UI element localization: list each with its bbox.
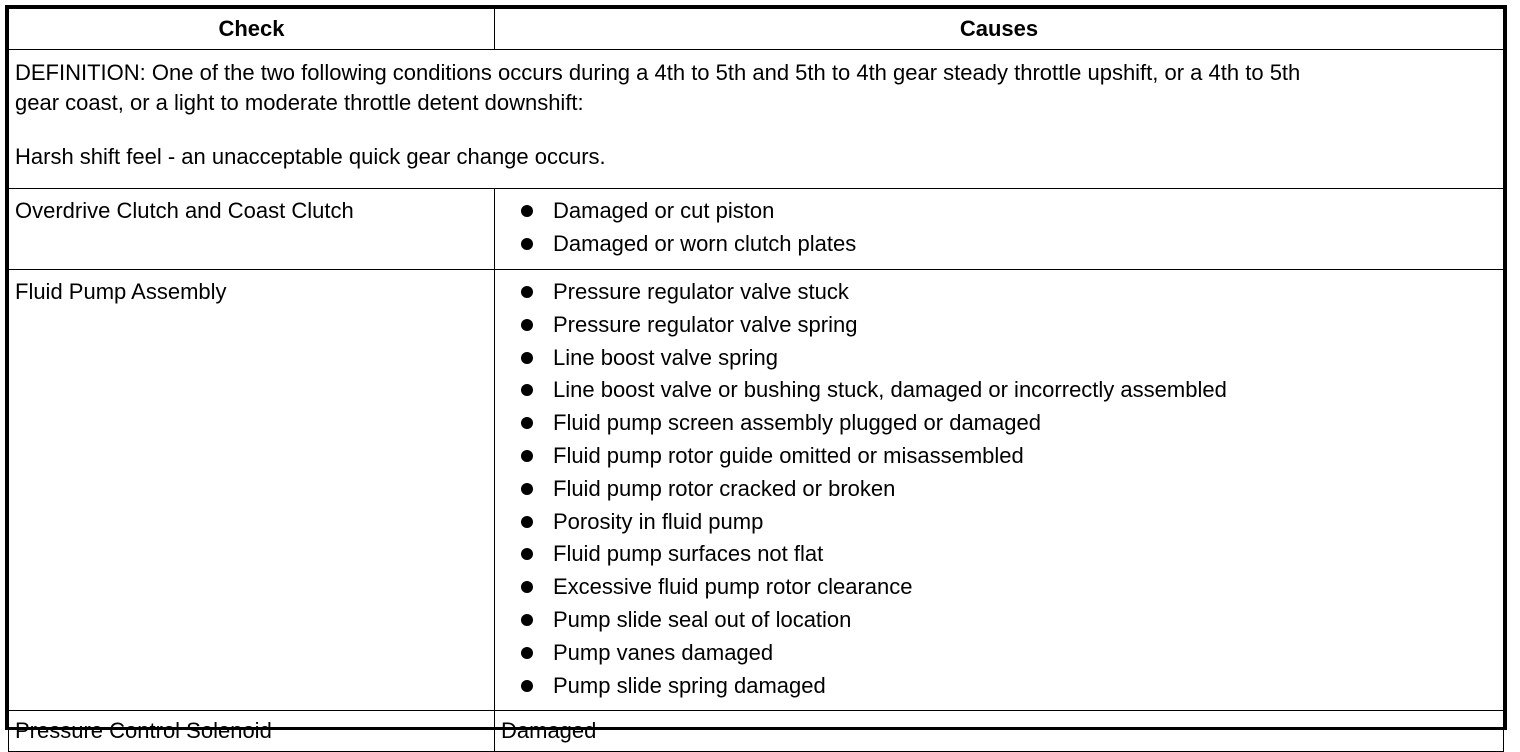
definition-line-2: gear coast, or a light to moderate throttle detent downshift: bbox=[15, 90, 584, 115]
cause-text: Line boost valve or bushing stuck, damaged or incorrectly assembled bbox=[553, 377, 1227, 403]
definition-row bbox=[9, 50, 1504, 189]
list-item bbox=[519, 670, 1497, 703]
table-row bbox=[9, 189, 1504, 270]
bullet-icon bbox=[521, 319, 533, 331]
bullet-icon bbox=[521, 417, 533, 429]
cause-text: Porosity in fluid pump bbox=[553, 508, 764, 534]
diagnostic-table-frame bbox=[5, 5, 1507, 743]
definition-cell bbox=[9, 50, 1504, 189]
cause-text: Pressure regulator valve spring bbox=[553, 311, 858, 337]
definition-spacer bbox=[15, 118, 1497, 142]
cause-text: Excessive fluid pump rotor clearance bbox=[553, 574, 913, 600]
bullet-icon bbox=[521, 548, 533, 560]
causes-list bbox=[501, 276, 1497, 702]
list-item bbox=[519, 571, 1497, 604]
bullet-icon bbox=[521, 450, 533, 462]
column-header-causes: Causes bbox=[495, 9, 1504, 50]
table-row bbox=[9, 711, 1504, 752]
check-cell: Fluid Pump Assembly bbox=[9, 270, 495, 711]
causes-cell: Damaged bbox=[495, 711, 1504, 752]
list-item bbox=[519, 309, 1497, 342]
causes-cell bbox=[495, 270, 1504, 711]
table-row bbox=[9, 270, 1504, 711]
bullet-icon bbox=[521, 384, 533, 396]
cause-text: Fluid pump surfaces not flat bbox=[553, 541, 824, 567]
cause-text: Damaged or cut piston bbox=[553, 198, 775, 223]
cause-text: Damaged or worn clutch plates bbox=[553, 230, 857, 256]
list-item bbox=[519, 342, 1497, 375]
bullet-icon bbox=[521, 286, 533, 298]
cause-text: Pump vanes damaged bbox=[553, 639, 774, 665]
list-item bbox=[519, 374, 1497, 407]
bullet-icon bbox=[521, 680, 533, 692]
list-item bbox=[519, 407, 1497, 440]
list-item bbox=[519, 604, 1497, 637]
bullet-icon bbox=[521, 352, 533, 364]
cause-text: Fluid pump rotor cracked or broken bbox=[553, 475, 896, 501]
list-item bbox=[519, 228, 1497, 261]
diagnostic-table bbox=[8, 8, 1504, 752]
cause-text: Fluid pump rotor guide omitted or misassembled bbox=[553, 442, 1024, 468]
list-item bbox=[519, 276, 1497, 309]
check-cell: Overdrive Clutch and Coast Clutch bbox=[9, 189, 495, 270]
bullet-icon bbox=[521, 614, 533, 626]
bullet-icon bbox=[521, 238, 533, 250]
list-item bbox=[519, 473, 1497, 506]
list-item bbox=[519, 538, 1497, 571]
bullet-icon bbox=[521, 516, 533, 528]
header-row bbox=[9, 9, 1504, 50]
bullet-icon bbox=[521, 647, 533, 659]
definition-line-3: Harsh shift feel - an unacceptable quick gear change occurs. bbox=[15, 144, 606, 169]
list-item bbox=[519, 637, 1497, 670]
bullet-icon bbox=[521, 205, 533, 217]
list-item bbox=[519, 440, 1497, 473]
column-header-check: Check bbox=[9, 9, 495, 50]
cause-text: Pump slide seal out of location bbox=[553, 606, 852, 632]
cause-text: Pump slide spring damaged bbox=[553, 672, 826, 698]
check-cell: Pressure Control Solenoid bbox=[9, 711, 495, 752]
causes-list bbox=[501, 195, 1497, 261]
cause-text: Fluid pump screen assembly plugged or damaged bbox=[553, 410, 1041, 436]
list-item bbox=[519, 195, 1497, 228]
cause-text: Line boost valve spring bbox=[553, 344, 779, 370]
causes-cell bbox=[495, 189, 1504, 270]
definition-line-1: DEFINITION: One of the two following conditions occurs during a 4th to 5th and 5th to 4th gear steady throttle upshift, or a 4th to 5th bbox=[15, 60, 1301, 85]
bullet-icon bbox=[521, 581, 533, 593]
list-item bbox=[519, 506, 1497, 539]
cause-text: Pressure regulator valve stuck bbox=[553, 279, 849, 304]
bullet-icon bbox=[521, 483, 533, 495]
